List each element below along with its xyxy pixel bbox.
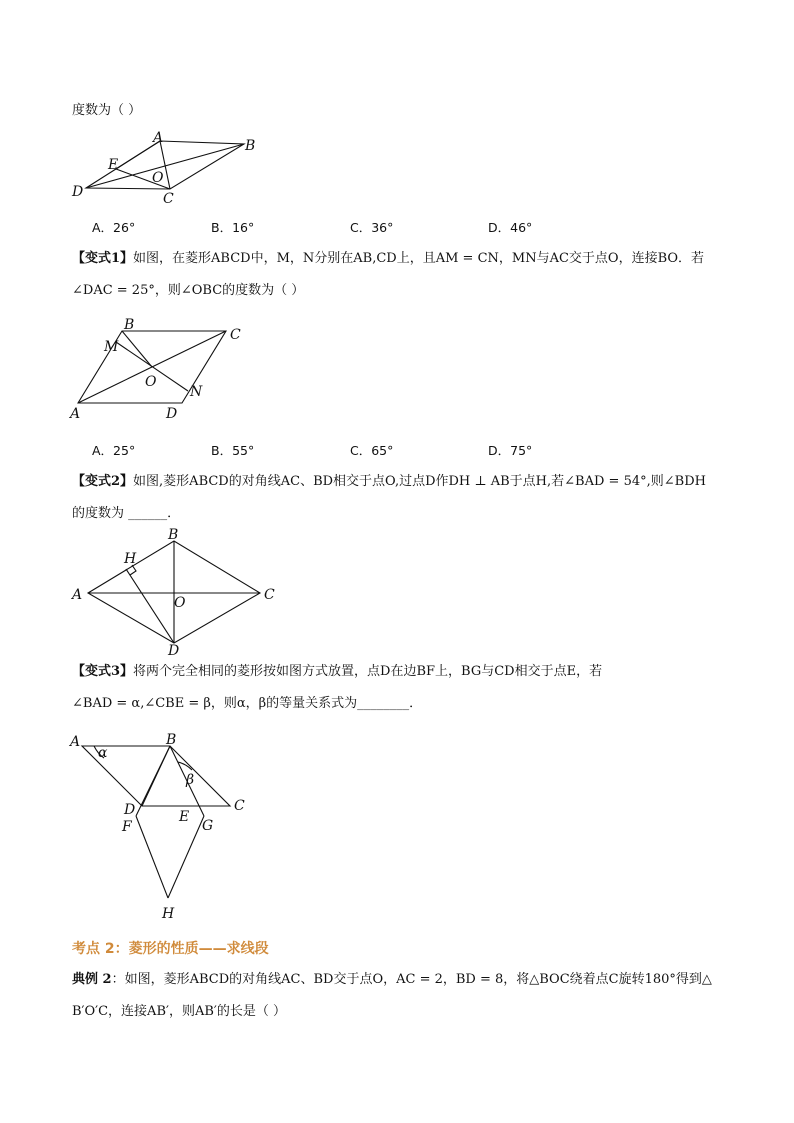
label-B: B (168, 527, 179, 543)
variant3-text-line1: 【变式3】将两个完全相同的菱形按如图方式放置，点D在边BF上，BG与CD相交于点E，若 (72, 664, 603, 679)
label-H: H (162, 906, 175, 922)
label-O: O (174, 595, 186, 611)
figure-parallelogram-1 (62, 128, 272, 208)
option-a[interactable]: A．26° (92, 220, 136, 235)
section-heading: 考点 2：菱形的性质——求线段 (72, 941, 269, 957)
label-O: O (145, 374, 157, 390)
option-a[interactable]: A．25° (92, 443, 136, 458)
option-c[interactable]: C．36° (350, 220, 394, 235)
variant2-text-line2: 的度数为 ______． (72, 506, 181, 521)
variant2-tag: 【变式2】 (72, 474, 134, 489)
label-M: M (104, 339, 119, 355)
label-C: C (264, 587, 275, 603)
option-d[interactable]: D．75° (488, 443, 533, 458)
label-E: E (108, 157, 119, 173)
variant1-tag: 【变式1】 (72, 251, 134, 266)
label-A: A (70, 734, 81, 750)
label-D: D (168, 643, 180, 657)
figure-two-rhombi-variant3 (64, 726, 264, 926)
variant3-tag: 【变式3】 (72, 664, 134, 679)
option-c[interactable]: C．65° (350, 443, 394, 458)
example2-text-line1: 典例 2：如图，菱形ABCD的对角线AC、BD交于点O，AC = 2，BD = 8，将△BOC绕着点C旋转180°得到△ (72, 972, 712, 987)
variant1-text-line2: ∠DAC = 25°，则∠OBC的度数为（ ） (72, 283, 305, 298)
label-D: D (166, 406, 178, 422)
label-A: A (153, 130, 164, 146)
label-C: C (163, 191, 174, 207)
label-N: N (190, 384, 203, 400)
option-b[interactable]: B．16° (211, 220, 255, 235)
figure-rhombus-variant1 (64, 315, 264, 425)
label-A: A (72, 587, 83, 603)
figure-rhombus-variant2 (64, 527, 294, 657)
variant2-text-line1: 【变式2】如图,菱形ABCD的对角线AC、BD相交于点O,过点D作DH ⊥ AB于点H,若∠BAD = 54°,则∠BDH (72, 474, 706, 489)
label-alpha: α (98, 745, 108, 761)
label-B: B (166, 732, 177, 748)
label-beta: β (186, 772, 195, 788)
option-d[interactable]: D．46° (488, 220, 533, 235)
example2-tag: 典例 2 (72, 972, 112, 987)
label-D: D (72, 184, 84, 200)
variant1-text-line1: 【变式1】如图，在菱形ABCD中，M，N分别在AB,CD上，且AM = CN，MN与AC交于点O，连接BO．若 (72, 251, 705, 266)
label-O: O (152, 170, 164, 186)
label-F: F (122, 819, 132, 835)
variant3-text-line2: ∠BAD = α,∠CBE = β，则α，β的等量关系式为________． (72, 696, 423, 711)
question-tail: 度数为（ ） (72, 103, 142, 118)
label-C: C (230, 327, 241, 343)
label-H: H (124, 551, 137, 567)
label-G: G (202, 818, 214, 834)
label-B: B (124, 317, 135, 333)
label-A: A (70, 406, 81, 422)
example2-text-line2: B′O′C，连接AB′，则AB′的长是（ ） (72, 1004, 286, 1019)
label-C: C (234, 798, 245, 814)
label-B: B (245, 138, 256, 154)
option-b[interactable]: B．55° (211, 443, 255, 458)
label-D: D (124, 802, 136, 818)
label-E: E (179, 809, 190, 825)
